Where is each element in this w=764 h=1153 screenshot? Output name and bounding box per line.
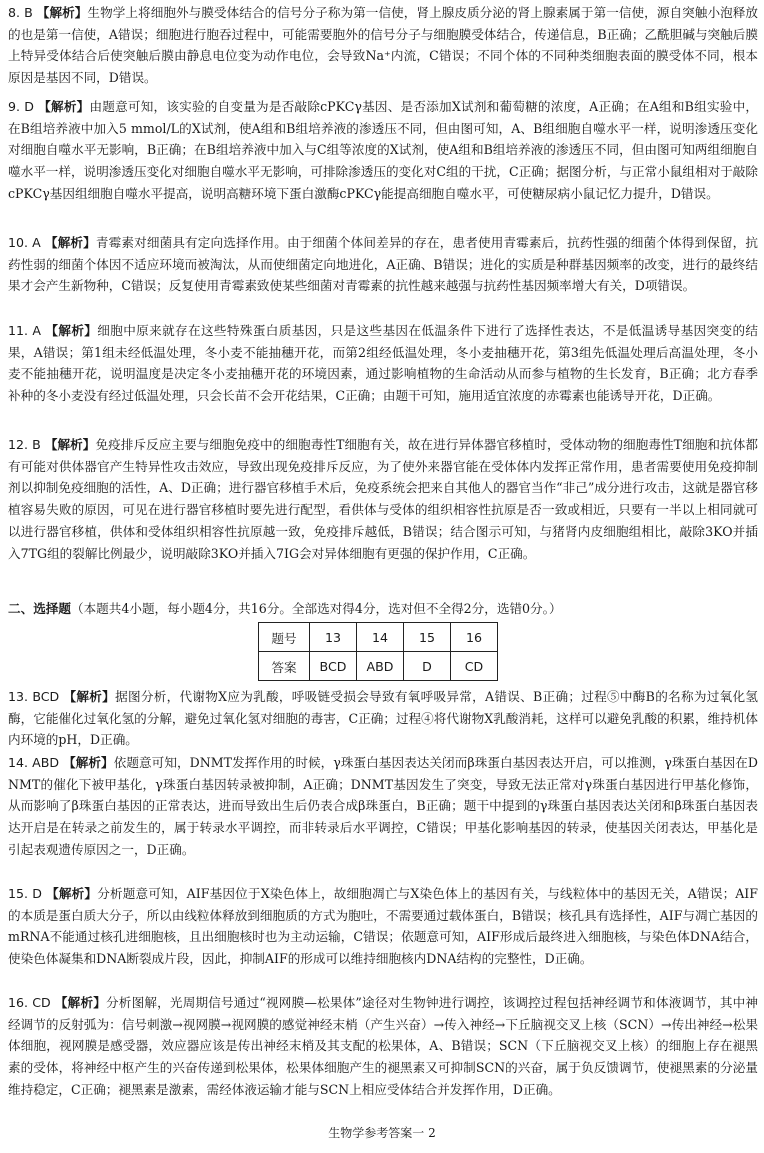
item-number: 12. B (8, 437, 41, 452)
answer-item-13 (8, 686, 758, 751)
answer-table-answer-row (259, 652, 498, 681)
table-answer-label: 答案 (259, 652, 310, 681)
item-text: 据图分析，代谢物X应为乳酸，呼吸链受损会导致有氧呼吸异常，A错误、B正确；过程⑤中酶B的名称为过氧化氢酶，它能催化过氧化氢的分解，避免过氧化氢对细胞的毒害，C正确；过程④将代谢物X乳酸消耗，这样可以避免乳酸的积累，维持机体内环境的pH，D正确。 (8, 689, 758, 748)
item-number: 13. BCD (8, 689, 60, 704)
item-number: 9. D (8, 99, 34, 114)
analysis-tag: 【解析】 (46, 886, 98, 901)
answer-item-16 (8, 992, 758, 1101)
analysis-tag: 【解析】 (54, 995, 107, 1010)
item-text: 依题意可知，DNMT发挥作用的时候，γ珠蛋白基因表达关闭而β珠蛋白基因表达开启，可以推测，γ珠蛋白基因在DNMT的催化下被甲基化，γ珠蛋白基因转录被抑制，A正确；DNMT基因发生了突变，导致无法正常对γ珠蛋白基因进行甲基化修饰，从而影响了β珠蛋白基因的正常表达，进而导致出生后仍表合成β珠蛋白，B正确；题干中提到的γ珠蛋白基因表达关闭和β珠蛋白基因表达开启是在转录之前发生的，属于转录水平调控，而非转录后水平调控，C错误；甲基化影响基因的转录，使基因关闭表达，甲基化是引起表观遗传原因之一，D正确。 (8, 755, 759, 857)
answer-table (258, 622, 498, 681)
page-footer: 生物学参考答案一 2 (328, 1126, 436, 1140)
item-text: 细胞中原来就存在这些特殊蛋白质基因，只是这些基因在低温条件下进行了选择性表达，不是低温诱导基因突变的结果，A错误；第1组未经低温处理，冬小麦不能抽穗开花，而第2组经低温处理，冬小麦抽穗开花，第3组先低温处理后高温处理，冬小麦不能抽穗开花，说明温度是决定冬小麦抽穗开花的环境因素，通过影响植物的生命活动从而参与植物的生长发育，B正确；北方春季补种的冬小麦没有经过低温处理，只会长苗不会开花结果，C正确；由题干可知，施用适宜浓度的赤霉素也能诱导开花，D正确。 (8, 323, 759, 404)
answer-cell: CD (451, 652, 498, 681)
answer-item-10 (8, 232, 758, 297)
analysis-tag: 【解析】 (44, 437, 96, 452)
item-text: 生物学上将细胞外与膜受体结合的信号分子称为第一信使，肾上腺皮质分泌的肾上腺素属于第一信使，源自突触小泡释放的也是第一信使，A错误；细胞进行胞吞过程中，可能需要胞外的信号分子与细胞膜受体结合，传递信息，B正确；乙酰胆碱与突触后膜上特异受体结合后使突触后膜由静息电位变为动作电位，会导致Na⁺内流，C错误；不同个体的不同种类细胞表面的膜受体不同，根本原因是基因不同，D错误。 (8, 5, 759, 86)
section-description: （本题共4小题，每小题4分，共16分。全部选对得4分，选对但不全得2分，选错0分。） (70, 601, 562, 616)
item-text: 分析图解，光周期信号通过“视网膜—松果体”途径对生物钟进行调控，该调控过程包括神经调节和体液调节，其中神经调节的反射弧为：信号刺激→视网膜→视网膜的感觉神经末梢（产生兴奋）→传入神经→下丘脑视交叉上核（SCN）→传出神经→松果体细胞，视网膜是感受器，效应器应该是传出神经末梢及其支配的松果体，A、B错误；SCN（下丘脑视交叉上核）的细胞上存在褪黑素的受体，将神经中枢产生的兴奋传递到松果体，松果体细胞产生的褪黑素又可抑制SCN的兴奋，属于负反馈调节，使褪黑素的分泌量维持稳定，C正确；褪黑素是激素，需经体液运输才能与SCN上相应受体结合并发挥作用，D正确。 (8, 995, 758, 1097)
section-title: 二、选择题 (8, 601, 71, 616)
question-number-cell: 15 (404, 623, 451, 652)
analysis-tag: 【解析】 (44, 235, 96, 250)
section-heading (8, 598, 758, 620)
analysis-tag: 【解析】 (63, 689, 116, 704)
question-number-cell: 16 (451, 623, 498, 652)
answer-cell: BCD (310, 652, 357, 681)
answer-item-9 (8, 96, 758, 205)
item-text: 免疫排斥反应主要与细胞免疫中的细胞毒性T细胞有关，故在进行异体器官移植时，受体动物的细胞毒性T细胞和抗体都有可能对供体器官产生特异性攻击效应，导致出现免疫排斥反应，为了使外来器官能在受体体内发挥正常作用，患者需要使用免疫抑制剂以抑制免疫细胞的活性，A、D正确；进行器官移植手术后，免疫系统会把来自其他人的器官当作“非己”成分进行攻击，这就是器官移植容易失败的原因，可见在进行器官移植时要先进行配型，看供体与受体的组织相容性抗原是否一致或相近，只要有一半以上相同就可以进行器官移植，供体和受体组织相容性抗原越一致，免疫排斥越低，B错误；结合图示可知，与猪肾内皮细胞组相比，敲除3KO并插入7TG组的裂解比例最少，说明敲除3KO并插入7IG会对异体细胞有更强的保护作用，C正确。 (8, 437, 758, 561)
item-text: 由题意可知，该实验的自变量为是否敲除cPKCγ基因、是否添加X试剂和葡萄糖的浓度，A正确；在A组和B组实验中，在B组培养液中加入5 mmol/L的X试剂，使A组和B组培养液的渗透压不同，但由图可知，A、B组细胞自噬水平一样，说明渗透压变化对细胞自噬水平无影响，B正确；在B组培养液中加入与C组等浓度的X试剂，使A组和B组培养液的渗透压不同，但由图可知两组细胞自噬水平一样，说明渗透压变化对细胞自噬水平无影响，可排除渗透压的变化对C组的干扰，C正确；据图分析，与正常小鼠组相对于敲除cPKCγ基因组细胞自噬水平提高，说明高糖环境下蛋白激酶cPKCγ能提高细胞自噬水平，可使糖尿病小鼠记忆力提升，D错误。 (8, 99, 759, 201)
item-number: 8. B (8, 5, 33, 20)
answer-item-11 (8, 320, 758, 407)
answer-cell: D (404, 652, 451, 681)
item-number: 10. A (8, 235, 41, 250)
answer-item-8 (8, 2, 758, 89)
answer-cell: ABD (357, 652, 404, 681)
item-number: 11. A (8, 323, 42, 338)
answer-item-12 (8, 434, 758, 564)
item-number: 14. ABD (8, 755, 60, 770)
item-number: 15. D (8, 886, 42, 901)
answer-table-header-row (259, 623, 498, 652)
analysis-tag: 【解析】 (63, 755, 114, 770)
item-text: 青霉素对细菌具有定向选择作用。由于细菌个体间差异的存在，患者使用青霉素后，抗药性强的细菌个体得到保留，抗药性弱的细菌个体因不适应环境而被淘汰，从而使细菌定向地进化，A正确、B错误；进化的实质是种群基因频率的改变，进行的最终结果才会产生新物种，C错误；反复使用青霉素致使某些细菌对青霉素的抗性越来越强与抗药性基因频率增大有关，D项错误。 (8, 235, 759, 294)
answer-item-14 (8, 752, 758, 861)
question-number-cell: 13 (310, 623, 357, 652)
analysis-tag: 【解析】 (45, 323, 98, 338)
answer-item-15 (8, 883, 758, 970)
item-text: 分析题意可知，AIF基因位于X染色体上，故细胞凋亡与X染色体上的基因有关，与线粒体中的基因无关，A错误；AIF的本质是蛋白质大分子，所以由线粒体释放到细胞质的方式为胞吐，不需要通过载体蛋白，B错误；核孔具有选择性，AIF与凋亡基因的mRNA不能通过核孔进细胞核，且出细胞核时也为主动运输，C错误；依题意可知，AIF形成后最终进入细胞核，与染色体DNA结合，使染色体凝集和DNA断裂成片段，因此，抑制AIF的形成可以维持细胞核内DNA结构的完整性，D正确。 (8, 886, 758, 967)
question-number-cell: 14 (357, 623, 404, 652)
analysis-tag: 【解析】 (36, 5, 88, 20)
analysis-tag: 【解析】 (38, 99, 90, 114)
item-number: 16. CD (8, 995, 51, 1010)
table-header-label: 题号 (259, 623, 310, 652)
